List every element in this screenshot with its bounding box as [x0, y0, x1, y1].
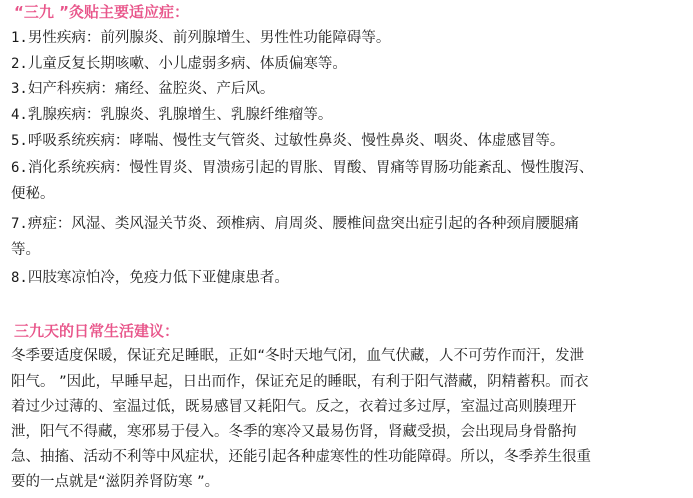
list-item-continuation: 等。 — [11, 242, 40, 258]
item-text: 儿童反复长期咳嗽、小儿虚弱多病、体质偏寒等。 — [27, 56, 347, 72]
item-number: 1. — [11, 30, 28, 46]
item-number: 5. — [11, 133, 28, 149]
paragraph-line: 阳气。 ”因此，早睡早起，日出而作，保证充足的睡眠，有利于阳气潜藏，阴精蓄积。而衣 — [11, 374, 589, 390]
item-text: 呼吸系统疾病：哮喘、慢性支气管炎、过敏性鼻炎、慢性鼻炎、咽炎、体虚感冒等。 — [27, 133, 565, 149]
item-number: 7. — [11, 216, 28, 232]
item-number: 2. — [11, 56, 28, 72]
list-item — [11, 157, 593, 179]
item-number: 8. — [11, 270, 28, 286]
item-number: 6. — [11, 160, 28, 176]
list-item — [11, 104, 332, 126]
item-number: 4. — [11, 107, 28, 123]
list-item — [11, 213, 579, 235]
item-text: 消化系统疾病：慢性胃炎、胃溃疡引起的胃胀、胃酸、胃痛等胃肠功能紊乱、慢性腹泻、 — [27, 160, 594, 176]
paragraph-line: 急、抽搐、活动不利等中风症状，还能引起各种虚寒性的性功能障碍。所以，冬季养生很重 — [11, 449, 591, 465]
paragraph-line: 泄，阳气不得藏，寒邪易于侵入。冬季的寒冷又最易伤肾，肾藏受损，会出现局身骨骼拘 — [11, 424, 577, 440]
list-item — [11, 267, 289, 289]
paragraph-line: 着过少过薄的、室温过低，既易感冒又耗阳气。反之，衣着过多过厚，室温过高则腠理开 — [11, 399, 577, 415]
paragraph-line: 冬季要适度保暖，保证充足睡眠，正如“冬时天地气闭，血气伏藏，人不可劳作而汗，发泄 — [11, 348, 585, 364]
list-item — [11, 78, 274, 100]
section-heading-indications: “三九 ”灸贴主要适应症： — [14, 3, 189, 21]
list-item — [11, 130, 564, 152]
item-text: 乳腺疾病：乳腺炎、乳腺增生、乳腺纤维瘤等。 — [27, 107, 333, 123]
item-number: 3. — [11, 81, 28, 97]
list-item-continuation: 便秘。 — [11, 186, 55, 202]
list-item — [11, 53, 347, 75]
list-item — [11, 27, 390, 49]
item-text: 四肢寒凉怕冷，免疫力低下亚健康患者。 — [27, 270, 289, 286]
item-text: 妇产科疾病：痛经、盆腔炎、产后风。 — [27, 81, 275, 97]
item-text: 痹症：风湿、类风湿关节炎、颈椎病、肩周炎、腰椎间盘突出症引起的各种颈肩腰腿痛 — [27, 216, 579, 232]
section-heading-advice: 三九天的日常生活建议： — [14, 322, 180, 340]
item-text: 男性疾病：前列腺炎、前列腺增生、男性性功能障碍等。 — [27, 30, 391, 46]
paragraph-line: 要的一点就是“滋阴养肾防寒 ”。 — [11, 474, 220, 490]
